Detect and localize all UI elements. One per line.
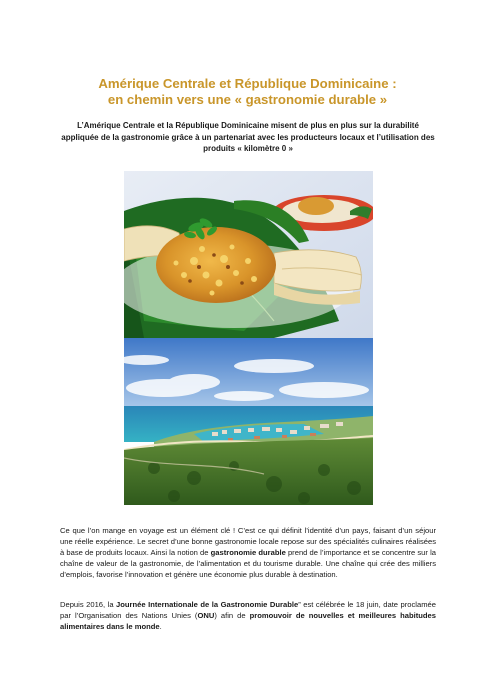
intro-paragraph — [60, 525, 436, 581]
food-photo — [124, 171, 373, 338]
title-line-2: en chemin vers une « gastronomie durable » — [107, 92, 388, 107]
title-line-1: Amérique Centrale et République Dominicaine : — [98, 76, 397, 91]
p2-text-2: ” est célébrée le 18 juin, date proclamée par l’Organisation des Nations Unies ( — [60, 599, 436, 620]
p1-text-1: Ce que l’on mange en voyage est un élément clé ! C’est ce qui définit l’identité d’un pays, faisant d’un séjour une réelle expérience. Le secret d’une bonne gastronomie locale repose sur des spécialités culinaires réalisées à base de produits locaux. Ainsi la notion de — [60, 525, 436, 557]
p1-bold-sustainable-gastronomy: gastronomie durable — [210, 548, 286, 557]
page-title — [40, 76, 455, 108]
page-subtitle: L’Amérique Centrale et la République Dominicaine misent de plus en plus sur la durabilité appliquée de la gastronomie grâce à un partenariat avec les producteurs locaux et l’utilisation des produits « kilomètre 0 » — [61, 121, 435, 154]
p2-bold-promote: promouvoir de nouvelles et meilleures habitudes alimentaires dans le monde — [60, 610, 436, 631]
p1-text-2: prend de l’importance et se concentre sur la chaîne de valeur de la gastronomie, de l’alimentation et du tourisme durable. Une chaîne qui crée des milliers d’emplois, favorise l’innovation et génère une économie plus durable à destination. — [60, 548, 436, 580]
p2-text-4: . — [159, 622, 162, 631]
p2-text-1: Depuis 2016, la — [60, 599, 117, 609]
p2-text-3: ) afin de — [214, 610, 250, 620]
p2-bold-onu: ONU — [197, 610, 215, 620]
coast-aerial-photo — [124, 338, 373, 505]
p2-bold-day-name: Journée Internationale de la Gastronomie Durable — [116, 599, 299, 609]
history-paragraph — [60, 599, 436, 633]
